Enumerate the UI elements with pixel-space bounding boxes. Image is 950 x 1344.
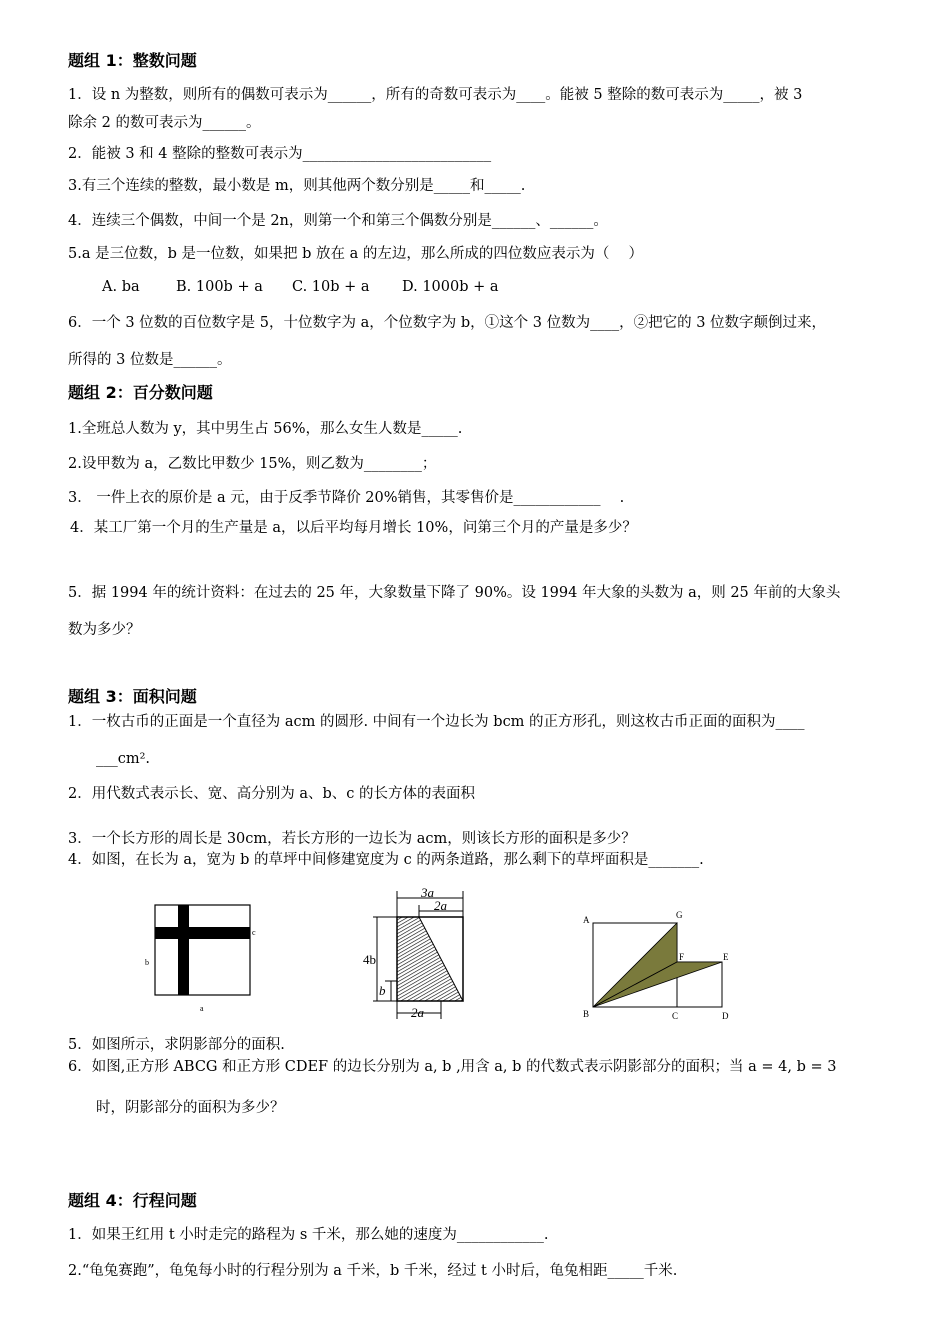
fig3-label-b: B <box>583 1009 590 1019</box>
fig1-label-c: c <box>252 928 256 937</box>
fig3-label-g: G <box>676 910 683 920</box>
g3-q1-line1: 1．一枚古币的正面是一个直径为 acm 的圆形. 中间有一个边长为 bcm 的正方形孔，则这枚古币正面的面积为____ <box>68 714 805 730</box>
fig2-left-outer: 4b <box>363 952 376 967</box>
g1-q4: 4．连续三个偶数，中间一个是 2n，则第一个和第三个偶数分别是______、______。 <box>68 213 608 229</box>
figure-hatched-shape <box>355 885 485 1025</box>
g1-q5: 5.a 是三位数，b 是一位数，如果把 b 放在 a 的左边，那么所成的四位数应表示为（ ） <box>68 246 643 262</box>
fig1-label-b: b <box>145 958 149 967</box>
g3-q6-line1: 6．如图,正方形 ABCG 和正方形 CDEF 的边长分别为 a, b ,用含 a, b 的代数式表示阴影部分的面积；当 a = 4, b = 3 <box>68 1059 837 1075</box>
g2-q4: 4．某工厂第一个月的生产量是 a，以后平均每月增长 10%，问第三个月的产量是多少？ <box>70 520 637 536</box>
g1-q5-option-b: B. 100b + a <box>176 279 263 295</box>
vertical-road <box>178 905 189 995</box>
g1-q5-option-d: D. 1000b + a <box>402 279 499 295</box>
g1-q5-option-c: C. 10b + a <box>292 279 370 295</box>
g1-q1-line1: 1．设 n 为整数，则所有的偶数可表示为______，所有的奇数可表示为____。能被 5 整除的数可表示为_____，被 3 <box>68 87 803 103</box>
fig3-label-d: D <box>722 1011 729 1021</box>
fig2-left-inner: b <box>379 983 386 998</box>
figure-lawn-roads <box>140 895 270 1020</box>
section-title-percent: 题组 2：百分数问题 <box>68 383 213 402</box>
fig3-label-c: C <box>672 1011 679 1021</box>
g3-q5: 5．如图所示，求阴影部分的面积. <box>68 1037 285 1053</box>
g1-q6-line2: 所得的 3 位数是______。 <box>68 352 232 368</box>
section-title-integer: 题组 1：整数问题 <box>68 51 197 70</box>
figure-two-squares <box>575 905 745 1030</box>
lawn-rectangle <box>155 905 250 995</box>
fig3-label-f: F <box>679 952 685 962</box>
g3-q6-line2: 时，阴影部分的面积为多少？ <box>96 1100 285 1116</box>
fig1-label-a: a <box>200 1004 204 1013</box>
fig3-label-a: A <box>583 915 590 925</box>
fig2-top-inner: 2a <box>434 898 447 913</box>
g2-q5-line2: 数为多少？ <box>68 622 141 638</box>
section-title-travel: 题组 4：行程问题 <box>68 1191 197 1210</box>
g3-q3: 3．一个长方形的周长是 30cm，若长方形的一边长为 acm，则该长方形的面积是多少？ <box>68 831 636 847</box>
horizontal-road <box>155 927 250 939</box>
g3-q4: 4．如图，在长为 a，宽为 b 的草坪中间修建宽度为 c 的两条道路，那么剩下的草坪面积是_______. <box>68 852 704 868</box>
g2-q5-line1: 5．据 1994 年的统计资料：在过去的 25 年，大象数量下降了 90%。设 1994 年大象的头数为 a，则 25 年前的大象头 <box>68 585 841 601</box>
g1-q2: 2．能被 3 和 4 整除的整数可表示为__________________________ <box>68 146 492 162</box>
g3-q1-line2: ___cm². <box>96 751 151 767</box>
g1-q3: 3.有三个连续的整数，最小数是 m，则其他两个数分别是_____和_____. <box>68 178 526 194</box>
g3-q2: 2．用代数式表示长、宽、高分别为 a、b、c 的长方体的表面积 <box>68 786 475 802</box>
fig2-bottom: 2a <box>411 1005 424 1020</box>
g4-q1: 1．如果王红用 t 小时走完的路程为 s 千米，那么她的速度为____________. <box>68 1227 549 1243</box>
section-title-area: 题组 3：面积问题 <box>68 687 197 706</box>
g2-q3: 3． 一件上衣的原价是 a 元，由于反季节降价 20%销售，其零售价是____________ . <box>68 490 625 506</box>
g1-q6-line1: 6．一个 3 位数的百位数字是 5，十位数字为 a，个位数字为 b，①这个 3 位数为____，②把它的 3 位数字颠倒过来， <box>68 315 827 331</box>
g2-q1: 1.全班总人数为 y，其中男生占 56%，那么女生人数是_____. <box>68 421 463 437</box>
g1-q1-line2: 除余 2 的数可表示为______。 <box>68 115 261 131</box>
shaded-triangle-upper <box>593 923 677 1007</box>
g2-q2: 2.设甲数为 a，乙数比甲数少 15%，则乙数为________； <box>68 456 437 472</box>
g1-q5-option-a: A. ba <box>102 279 140 295</box>
g4-q2: 2.“龟兔赛跑”，龟兔每小时的行程分别为 a 千米，b 千米，经过 t 小时后，龟兔相距_____千米. <box>68 1263 678 1279</box>
fig3-label-e: E <box>723 952 729 962</box>
fig2-top-outer: 3a <box>421 885 434 900</box>
